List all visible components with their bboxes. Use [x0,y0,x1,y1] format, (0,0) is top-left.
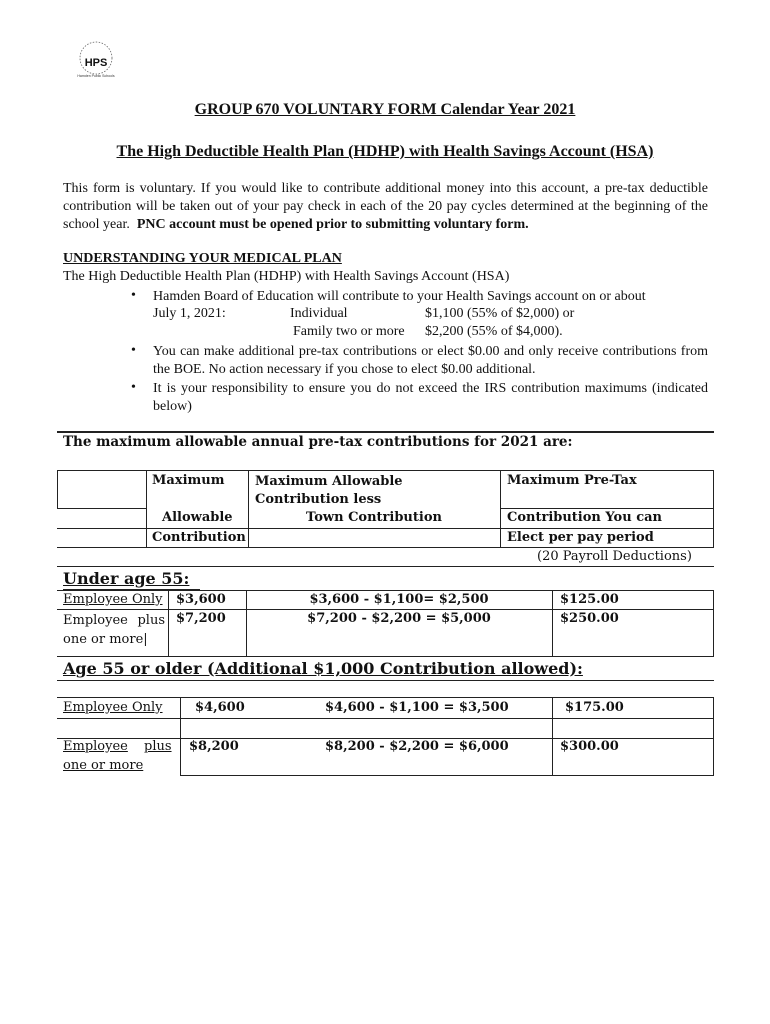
intro-text: This form is voluntary. If you would like to contribute additional money into this account, a pre-tax deductible contribution will be taken out of your pay check in each of the 20 pay cycles determined at the beginning of the school year. [63,181,708,232]
page-subtitle: The High Deductible Health Plan (HDHP) with Health Savings Account (HSA) [116,143,654,160]
under55-row2-calc: $7,200 - $2,200 = $5,000 [307,611,491,626]
col1-line1: Maximum [152,473,225,488]
under55-row2-label: Employee plus one or more| [63,613,165,647]
section-heading: UNDERSTANDING YOUR MEDICAL PLAN [63,251,342,266]
divider [713,470,714,548]
intro-paragraph [63,180,708,234]
intro-bold-note: PNC account must be opened prior to submitting voluntary form. [136,217,529,232]
divider [57,431,714,433]
bullet-3: It is your responsibility to ensure you do not exceed the IRS contribution maximums (indicated below) [153,381,708,414]
divider [146,470,147,548]
under55-row1-calc: $3,600 - $1,100= $2,500 [309,592,489,607]
bullet-2: You can make additional pre-tax contributions or elect $0.00 and only receive contributions from the BOE. No action necessary if you chose to elect $0.00 additional. [153,344,708,377]
divider [57,656,714,657]
col3-note: (20 Payroll Deductions) [537,549,692,564]
over55-heading [63,659,583,678]
over55-row2-max: $8,200 [189,739,239,754]
over55-row2-calc: $8,200 - $2,200 = $6,000 [325,739,509,754]
divider [500,508,714,509]
divider [57,697,714,698]
divider [180,775,714,776]
family-value: $2,200 (55% of $4,000). [425,324,563,339]
divider [57,547,714,548]
divider [57,566,714,567]
divider [180,697,181,776]
family-label: Family two or more [293,324,405,339]
divider [500,470,501,548]
bullet-icon: • [131,288,136,303]
over55-row2-label-c: one or more [63,758,144,773]
col3-line2: Contribution You can [507,510,662,525]
bullet-1-date: July 1, 2021: [153,306,226,321]
divider [552,697,553,776]
svg-text:HPS: HPS [84,57,108,69]
divider [57,590,714,591]
over55-row1-calc: $4,600 - $1,100 = $3,500 [325,700,509,715]
divider [57,680,714,681]
col1-line2: Allowable [162,510,233,525]
divider [57,508,146,509]
individual-label: Individual [290,306,348,321]
over55-row1-label: Employee Only [63,700,163,715]
page-title: GROUP 670 VOLUNTARY FORM Calendar Year 2021 [194,101,576,118]
under55-row2-per: $250.00 [560,611,619,626]
under55-row1-max: $3,600 [176,592,226,607]
divider [146,528,714,529]
divider [168,590,169,656]
bullet-icon: • [131,343,136,358]
over55-row2-per: $300.00 [560,739,619,754]
individual-value: $1,100 (55% of $2,000) or [425,306,575,321]
table-heading: The maximum allowable annual pre-tax contributions for 2021 are: [63,434,573,450]
under55-row1-per: $125.00 [560,592,619,607]
over55-row2-label-b: plus [144,739,172,754]
divider [713,590,714,656]
svg-text:Hamden Public Schools: Hamden Public Schools [77,74,115,78]
hps-logo [72,40,122,82]
divider [57,470,58,508]
divider [248,470,249,548]
over55-row2-label-a: Employee [63,739,128,754]
section-subheading: The High Deductible Health Plan (HDHP) with Health Savings Account (HSA) [63,269,510,284]
bullet-1-line1: Hamden Board of Education will contribute to your Health Savings account on or about [153,289,646,304]
under55-row2-max: $7,200 [176,611,226,626]
divider [713,697,714,776]
divider [57,718,714,719]
divider [57,528,146,529]
over55-row1-max: $4,600 [195,700,245,715]
col3-line1: Maximum Pre-Tax [507,473,637,488]
divider [57,609,714,610]
over55-row1-per: $175.00 [565,700,624,715]
divider [552,590,553,656]
col2-subheader: Town Contribution [306,510,442,525]
divider [57,470,714,471]
col3-line3: Elect per pay period [507,530,654,545]
col2-header: Maximum Allowable Contribution less [255,474,403,507]
under55-heading [63,569,189,588]
col1-line3: Contribution [152,530,246,545]
bullet-icon: • [131,380,136,395]
under55-row1-label: Employee Only [63,592,163,607]
over55-heading-text: Age 55 or older (Additional $1,000 Contribution allowed): [63,659,583,678]
under55-heading-text: Under age 55: [63,569,190,588]
